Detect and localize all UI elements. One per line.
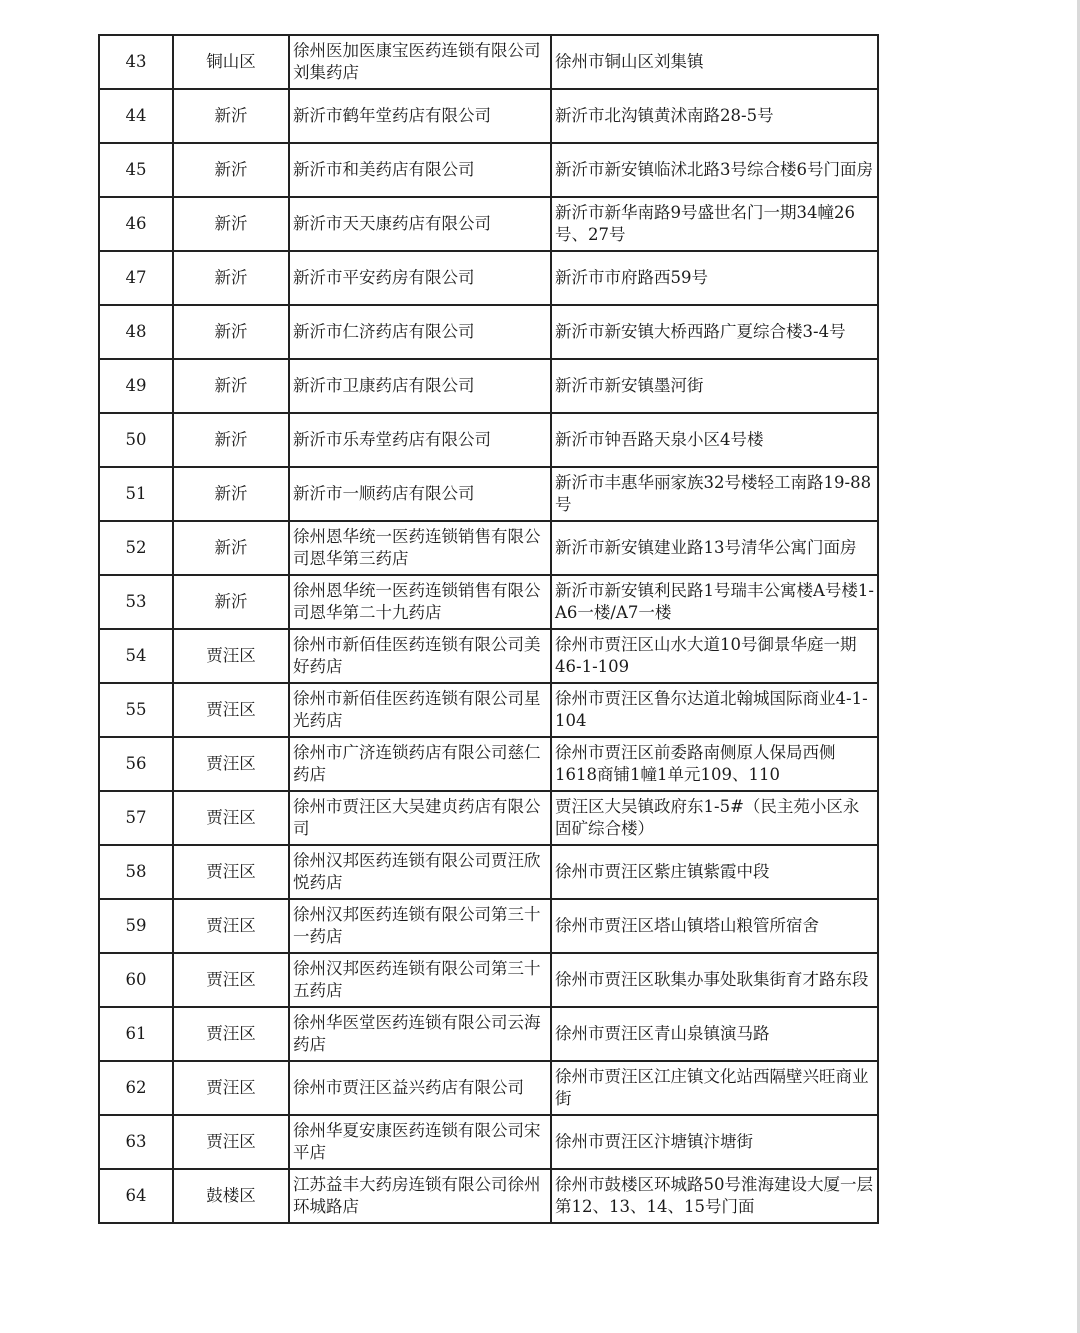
table-body: [99, 35, 878, 1223]
row-district: 贾汪区: [173, 1115, 289, 1169]
row-number: 49: [99, 359, 173, 413]
row-pharmacy-name: 新沂市平安药房有限公司: [289, 251, 551, 305]
row-address: 新沂市新安镇墨河街: [551, 359, 878, 413]
row-district: 铜山区: [173, 35, 289, 89]
row-pharmacy-name: 徐州市新佰佳医药连锁有限公司星光药店: [289, 683, 551, 737]
row-address: 徐州市贾汪区紫庄镇紫霞中段: [551, 845, 878, 899]
row-address: 新沂市市府路西59号: [551, 251, 878, 305]
row-pharmacy-name: 徐州汉邦医药连锁有限公司贾汪欣悦药店: [289, 845, 551, 899]
row-pharmacy-name: 徐州华医堂医药连锁有限公司云海药店: [289, 1007, 551, 1061]
row-pharmacy-name: 新沂市天天康药店有限公司: [289, 197, 551, 251]
row-pharmacy-name: 新沂市和美药店有限公司: [289, 143, 551, 197]
row-pharmacy-name: 徐州市贾汪区大吴建贞药店有限公司: [289, 791, 551, 845]
row-pharmacy-name: 徐州恩华统一医药连锁销售有限公司恩华第三药店: [289, 521, 551, 575]
row-number: 48: [99, 305, 173, 359]
table-row: [99, 1061, 878, 1115]
row-number: 63: [99, 1115, 173, 1169]
row-address: 徐州市贾汪区山水大道10号御景华庭一期46-1-109: [551, 629, 878, 683]
row-pharmacy-name: 徐州华夏安康医药连锁有限公司宋平店: [289, 1115, 551, 1169]
row-address: 徐州市鼓楼区环城路50号淮海建设大厦一层第12、13、14、15号门面: [551, 1169, 878, 1223]
row-address: 新沂市北沟镇黄沭南路28-5号: [551, 89, 878, 143]
row-number: 52: [99, 521, 173, 575]
row-pharmacy-name: 徐州恩华统一医药连锁销售有限公司恩华第二十九药店: [289, 575, 551, 629]
row-number: 47: [99, 251, 173, 305]
table-row: [99, 953, 878, 1007]
row-district: 新沂: [173, 575, 289, 629]
row-address: 徐州市铜山区刘集镇: [551, 35, 878, 89]
row-district: 新沂: [173, 521, 289, 575]
row-district: 贾汪区: [173, 899, 289, 953]
table-row: [99, 899, 878, 953]
row-district: 贾汪区: [173, 1061, 289, 1115]
row-number: 45: [99, 143, 173, 197]
row-pharmacy-name: 新沂市一顺药店有限公司: [289, 467, 551, 521]
row-pharmacy-name: 新沂市乐寿堂药店有限公司: [289, 413, 551, 467]
row-district: 新沂: [173, 359, 289, 413]
row-address: 新沂市钟吾路天泉小区4号楼: [551, 413, 878, 467]
table-row: [99, 413, 878, 467]
table-row: [99, 305, 878, 359]
row-number: 59: [99, 899, 173, 953]
pharmacy-table: [98, 34, 879, 1224]
row-number: 56: [99, 737, 173, 791]
row-number: 50: [99, 413, 173, 467]
row-district: 贾汪区: [173, 953, 289, 1007]
row-number: 44: [99, 89, 173, 143]
row-address: 徐州市贾汪区塔山镇塔山粮管所宿舍: [551, 899, 878, 953]
row-number: 61: [99, 1007, 173, 1061]
row-pharmacy-name: 江苏益丰大药房连锁有限公司徐州环城路店: [289, 1169, 551, 1223]
row-district: 贾汪区: [173, 791, 289, 845]
row-number: 58: [99, 845, 173, 899]
row-number: 43: [99, 35, 173, 89]
table-row: [99, 575, 878, 629]
row-address: 徐州市贾汪区青山泉镇演马路: [551, 1007, 878, 1061]
table-row: [99, 521, 878, 575]
table-row: [99, 1115, 878, 1169]
row-pharmacy-name: 徐州市新佰佳医药连锁有限公司美好药店: [289, 629, 551, 683]
row-district: 鼓楼区: [173, 1169, 289, 1223]
row-number: 51: [99, 467, 173, 521]
row-address: 新沂市新安镇利民路1号瑞丰公寓楼A号楼1-A6一楼/A7一楼: [551, 575, 878, 629]
table-row: [99, 791, 878, 845]
row-district: 贾汪区: [173, 845, 289, 899]
row-number: 62: [99, 1061, 173, 1115]
row-district: 贾汪区: [173, 1007, 289, 1061]
row-number: 57: [99, 791, 173, 845]
row-district: 贾汪区: [173, 629, 289, 683]
row-district: 新沂: [173, 467, 289, 521]
table-row: [99, 359, 878, 413]
table-row: [99, 737, 878, 791]
row-number: 53: [99, 575, 173, 629]
table-row: [99, 629, 878, 683]
row-address: 新沂市新安镇临沭北路3号综合楼6号门面房: [551, 143, 878, 197]
row-address: 徐州市贾汪区鲁尔达道北翰城国际商业4-1-104: [551, 683, 878, 737]
row-pharmacy-name: 新沂市仁济药店有限公司: [289, 305, 551, 359]
row-number: 46: [99, 197, 173, 251]
table-row: [99, 251, 878, 305]
table-row: [99, 89, 878, 143]
row-pharmacy-name: 徐州市贾汪区益兴药店有限公司: [289, 1061, 551, 1115]
table-row: [99, 467, 878, 521]
row-pharmacy-name: 徐州汉邦医药连锁有限公司第三十五药店: [289, 953, 551, 1007]
row-pharmacy-name: 新沂市卫康药店有限公司: [289, 359, 551, 413]
row-address: 徐州市贾汪区耿集办事处耿集街育才路东段: [551, 953, 878, 1007]
row-address: 徐州市贾汪区汴塘镇汴塘街: [551, 1115, 878, 1169]
row-district: 新沂: [173, 89, 289, 143]
table-row: [99, 197, 878, 251]
row-pharmacy-name: 徐州医加医康宝医药连锁有限公司刘集药店: [289, 35, 551, 89]
row-district: 新沂: [173, 305, 289, 359]
row-pharmacy-name: 徐州汉邦医药连锁有限公司第三十一药店: [289, 899, 551, 953]
row-number: 60: [99, 953, 173, 1007]
row-district: 新沂: [173, 197, 289, 251]
row-district: 新沂: [173, 413, 289, 467]
row-district: 新沂: [173, 143, 289, 197]
row-number: 54: [99, 629, 173, 683]
row-address: 新沂市新安镇建业路13号清华公寓门面房: [551, 521, 878, 575]
row-district: 新沂: [173, 251, 289, 305]
table-row: [99, 35, 878, 89]
table-row: [99, 845, 878, 899]
row-address: 新沂市丰惠华丽家族32号楼轻工南路19-88号: [551, 467, 878, 521]
table-row: [99, 1169, 878, 1223]
row-number: 64: [99, 1169, 173, 1223]
row-address: 徐州市贾汪区前委路南侧原人保局西侧1618商铺1幢1单元109、110: [551, 737, 878, 791]
row-address: 新沂市新华南路9号盛世名门一期34幢26号、27号: [551, 197, 878, 251]
row-pharmacy-name: 徐州市广济连锁药店有限公司慈仁药店: [289, 737, 551, 791]
row-district: 贾汪区: [173, 737, 289, 791]
table-row: [99, 1007, 878, 1061]
table-row: [99, 143, 878, 197]
row-district: 贾汪区: [173, 683, 289, 737]
row-address: 贾汪区大吴镇政府东1-5#（民主苑小区永固矿综合楼）: [551, 791, 878, 845]
row-pharmacy-name: 新沂市鹤年堂药店有限公司: [289, 89, 551, 143]
row-address: 新沂市新安镇大桥西路广夏综合楼3-4号: [551, 305, 878, 359]
row-number: 55: [99, 683, 173, 737]
row-address: 徐州市贾汪区江庄镇文化站西隔壁兴旺商业街: [551, 1061, 878, 1115]
table-row: [99, 683, 878, 737]
